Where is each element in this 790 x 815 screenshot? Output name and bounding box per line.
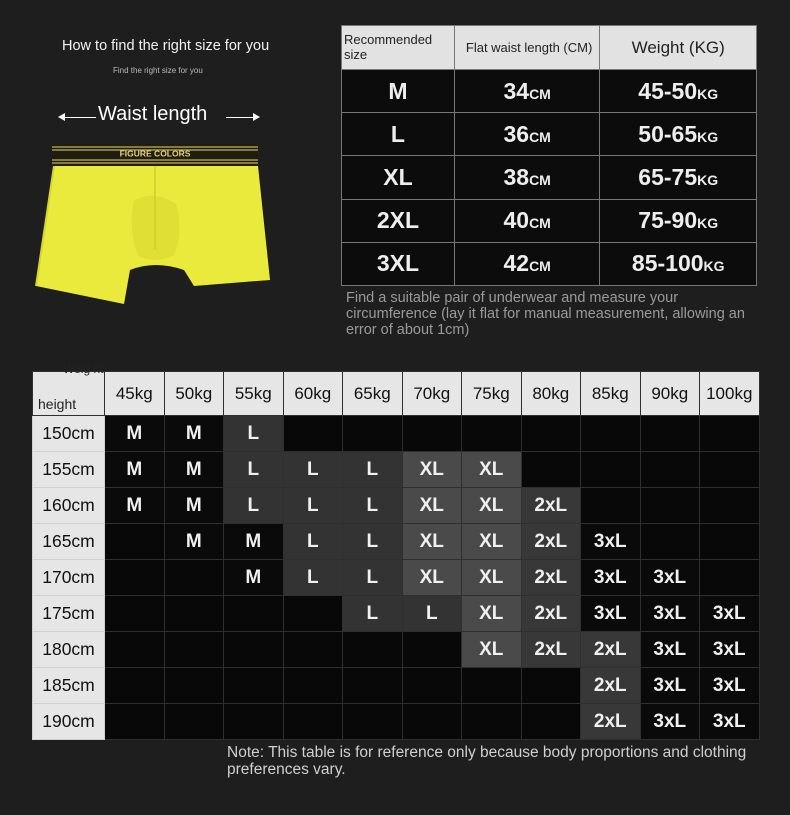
grid-size-cell <box>343 668 403 704</box>
waistband-brand-text: FIGURE COLORS <box>119 148 191 159</box>
grid-size-cell <box>640 452 700 488</box>
weight-value: 45-50 <box>638 77 698 104</box>
grid-size-cell: XL <box>402 452 462 488</box>
grid-size-cell <box>700 416 760 452</box>
weight-header-cell: 90kg <box>640 372 700 416</box>
weight-cell <box>600 113 757 156</box>
waist-unit: CM <box>529 128 551 145</box>
grid-size-cell <box>402 416 462 452</box>
grid-size-cell: 3xL <box>700 668 760 704</box>
grid-size-cell <box>283 416 343 452</box>
waist-value: 38 <box>503 163 530 190</box>
grid-size-cell <box>402 668 462 704</box>
grid-size-cell: M <box>164 488 224 524</box>
grid-row <box>33 560 760 596</box>
grid-size-cell: L <box>224 452 284 488</box>
grid-size-cell <box>581 488 641 524</box>
waist-cell <box>454 242 600 285</box>
grid-size-cell: L <box>343 488 403 524</box>
grid-size-cell: L <box>283 560 343 596</box>
grid-size-cell <box>462 668 522 704</box>
grid-size-cell: 2xL <box>521 596 581 632</box>
height-header-cell: 170cm <box>33 560 105 596</box>
header-recommended-size: Recommended size <box>342 26 455 70</box>
grid-size-cell <box>343 632 403 668</box>
grid-size-cell: XL <box>402 560 462 596</box>
grid-size-cell <box>700 560 760 596</box>
grid-size-cell <box>224 596 284 632</box>
grid-size-cell: L <box>283 488 343 524</box>
measurement-note: Find a suitable pair of underwear and measure your circumference (lay it flat for manual measurement, allowing an error of about 1cm) <box>346 290 745 338</box>
grid-size-cell: L <box>343 524 403 560</box>
grid-size-cell <box>640 524 700 560</box>
grid-size-cell: M <box>105 488 165 524</box>
grid-size-cell <box>283 632 343 668</box>
grid-size-cell: XL <box>462 632 522 668</box>
grid-size-cell: 2xL <box>581 668 641 704</box>
grid-size-cell: 3xL <box>581 596 641 632</box>
grid-size-cell <box>105 560 165 596</box>
grid-size-cell: 3xL <box>581 524 641 560</box>
grid-size-cell <box>462 704 522 740</box>
grid-size-cell: 2xL <box>521 488 581 524</box>
header-flat-waist: Flat waist length (CM) <box>454 26 600 70</box>
weight-value: 50-65 <box>638 120 698 147</box>
weight-value: 75-90 <box>638 207 698 234</box>
grid-size-cell <box>105 704 165 740</box>
grid-size-cell: 3xL <box>640 596 700 632</box>
grid-size-cell <box>224 704 284 740</box>
grid-size-cell <box>343 704 403 740</box>
weight-unit: KG <box>703 258 725 275</box>
grid-size-cell: L <box>343 596 403 632</box>
size-row <box>342 242 757 285</box>
grid-size-cell: L <box>402 596 462 632</box>
size-row <box>342 156 757 199</box>
grid-size-cell: XL <box>462 524 522 560</box>
size-cell: M <box>342 70 455 113</box>
grid-size-cell <box>700 488 760 524</box>
grid-size-cell: 3xL <box>640 560 700 596</box>
grid-size-cell: 3xL <box>700 596 760 632</box>
grid-size-cell: M <box>105 452 165 488</box>
weight-header-cell: 50kg <box>164 372 224 416</box>
grid-size-cell: M <box>164 452 224 488</box>
howto-subtitle: Find the right size for you <box>113 66 203 75</box>
grid-size-cell <box>581 452 641 488</box>
grid-size-cell: 2xL <box>521 560 581 596</box>
weight-header-cell: 80kg <box>521 372 581 416</box>
height-header-cell: 155cm <box>33 452 105 488</box>
grid-size-cell <box>164 668 224 704</box>
grid-size-cell: 3xL <box>700 704 760 740</box>
grid-size-cell: M <box>224 524 284 560</box>
grid-size-cell <box>581 416 641 452</box>
weight-header-cell: 65kg <box>343 372 403 416</box>
weight-cell <box>600 156 757 199</box>
grid-size-cell: 2xL <box>581 632 641 668</box>
height-header-cell: 175cm <box>33 596 105 632</box>
grid-row <box>33 452 760 488</box>
grid-size-cell <box>283 704 343 740</box>
height-header-cell: 150cm <box>33 416 105 452</box>
grid-size-cell: M <box>224 560 284 596</box>
size-cell: L <box>342 113 455 156</box>
grid-size-cell: M <box>105 416 165 452</box>
weight-header-cell: 100kg <box>700 372 760 416</box>
grid-size-cell: 2xL <box>581 704 641 740</box>
size-row <box>342 70 757 113</box>
grid-row <box>33 596 760 632</box>
grid-size-cell: 2xL <box>521 632 581 668</box>
grid-corner <box>33 362 105 416</box>
grid-row <box>33 416 760 452</box>
grid-size-cell <box>343 416 403 452</box>
weight-cell <box>600 70 757 113</box>
waist-value: 40 <box>503 207 530 234</box>
weight-header-cell: 45kg <box>105 372 165 416</box>
grid-row <box>33 524 760 560</box>
grid-size-cell: M <box>164 416 224 452</box>
grid-size-cell: L <box>343 560 403 596</box>
weight-header-cell: 55kg <box>224 372 284 416</box>
waist-value: 36 <box>503 120 530 147</box>
weight-unit: KG <box>697 171 719 188</box>
grid-size-cell <box>462 416 522 452</box>
weight-header-cell: 85kg <box>581 372 641 416</box>
grid-size-cell <box>521 416 581 452</box>
grid-size-cell <box>521 668 581 704</box>
weight-value: 85-100 <box>631 250 704 277</box>
grid-size-cell <box>521 452 581 488</box>
waist-cell <box>454 70 600 113</box>
weight-unit: KG <box>697 128 719 145</box>
waist-cell <box>454 199 600 242</box>
weight-value: 65-75 <box>638 163 698 190</box>
waist-cell <box>454 156 600 199</box>
grid-row <box>33 632 760 668</box>
grid-size-cell: XL <box>462 488 522 524</box>
grid-size-cell <box>164 560 224 596</box>
waist-value: 34 <box>503 77 530 104</box>
height-header-cell: 180cm <box>33 632 105 668</box>
arrow-left-icon <box>60 117 96 118</box>
grid-size-cell <box>105 668 165 704</box>
grid-size-cell <box>640 488 700 524</box>
grid-size-cell: XL <box>462 452 522 488</box>
grid-size-cell <box>224 632 284 668</box>
waist-unit: CM <box>529 258 551 275</box>
howto-title: How to find the right size for you <box>62 38 270 54</box>
arrow-right-icon <box>226 117 258 118</box>
weight-header-cell: 60kg <box>283 372 343 416</box>
grid-row <box>33 704 760 740</box>
grid-size-cell <box>105 596 165 632</box>
size-cell: 3XL <box>342 242 455 285</box>
grid-size-cell: L <box>343 452 403 488</box>
size-row <box>342 113 757 156</box>
grid-row <box>33 488 760 524</box>
grid-size-cell: XL <box>402 488 462 524</box>
grid-size-cell <box>164 596 224 632</box>
grid-size-cell <box>283 596 343 632</box>
size-cell: XL <box>342 156 455 199</box>
grid-size-cell: XL <box>402 524 462 560</box>
weight-header-cell: 70kg <box>402 372 462 416</box>
grid-size-cell: 2xL <box>521 524 581 560</box>
grid-size-cell <box>105 524 165 560</box>
header-weight: Weight (KG) <box>600 26 757 70</box>
height-header-cell: 190cm <box>33 704 105 740</box>
grid-size-cell <box>700 524 760 560</box>
grid-size-cell <box>105 632 165 668</box>
height-header-cell: 165cm <box>33 524 105 560</box>
grid-row <box>33 668 760 704</box>
grid-size-cell <box>402 704 462 740</box>
grid-size-cell <box>640 416 700 452</box>
grid-size-cell: 3xL <box>640 632 700 668</box>
boxer-shorts-illustration <box>34 140 274 312</box>
grid-size-cell: 3xL <box>700 632 760 668</box>
waist-unit: CM <box>529 85 551 102</box>
grid-size-cell: L <box>283 452 343 488</box>
size-chart-table <box>341 25 757 286</box>
size-cell: 2XL <box>342 199 455 242</box>
weight-unit: KG <box>697 215 719 232</box>
reference-note: Note: This table is for reference only because body proportions and clothing preferences vary. <box>227 744 747 778</box>
grid-size-cell <box>521 704 581 740</box>
weight-cell <box>600 242 757 285</box>
grid-size-cell <box>700 452 760 488</box>
size-row <box>342 199 757 242</box>
height-header-cell: 160cm <box>33 488 105 524</box>
corner-height-label: height <box>38 396 77 412</box>
grid-size-cell <box>164 632 224 668</box>
grid-size-cell: XL <box>462 596 522 632</box>
waist-unit: CM <box>529 171 551 188</box>
grid-size-cell: 3xL <box>581 560 641 596</box>
grid-size-cell: L <box>283 524 343 560</box>
grid-size-cell: L <box>224 416 284 452</box>
corner-weight-label: Weig ht <box>63 362 104 376</box>
waist-length-label: Waist length <box>98 103 208 125</box>
grid-size-cell: 3xL <box>640 668 700 704</box>
weight-header-cell: 75kg <box>462 372 522 416</box>
height-weight-size-grid <box>32 362 760 740</box>
grid-size-cell: XL <box>462 560 522 596</box>
weight-cell <box>600 199 757 242</box>
waist-value: 42 <box>503 250 530 277</box>
grid-size-cell: L <box>224 488 284 524</box>
grid-size-cell: M <box>164 524 224 560</box>
grid-size-cell <box>224 668 284 704</box>
waist-unit: CM <box>529 215 551 232</box>
grid-size-cell <box>164 704 224 740</box>
grid-size-cell <box>402 632 462 668</box>
height-header-cell: 185cm <box>33 668 105 704</box>
waist-cell <box>454 113 600 156</box>
grid-size-cell: 3xL <box>640 704 700 740</box>
weight-unit: KG <box>697 85 719 102</box>
grid-size-cell <box>283 668 343 704</box>
